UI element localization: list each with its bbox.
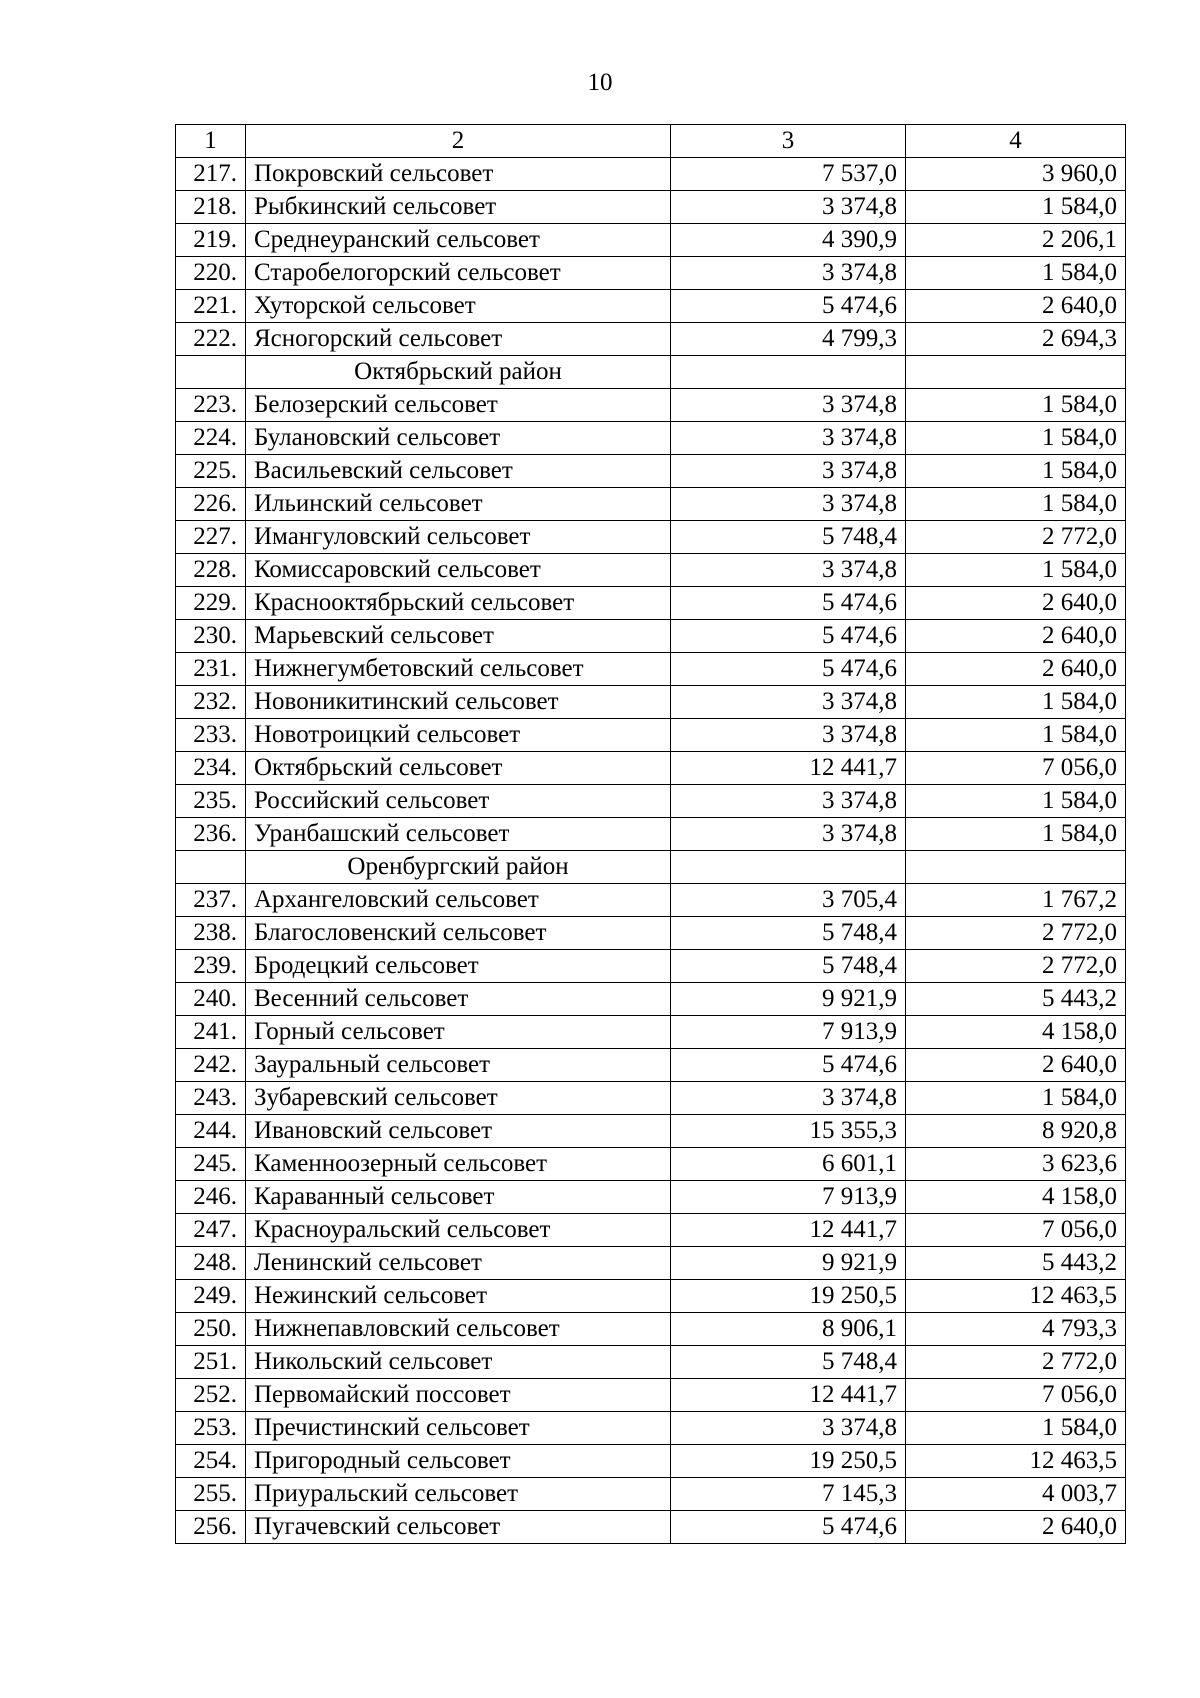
settlement-name-cell: Покровский сельсовет bbox=[246, 158, 671, 191]
value-cell-3: 3 374,8 bbox=[671, 455, 906, 488]
value-cell-3: 5 474,6 bbox=[671, 653, 906, 686]
row-number-cell: 228. bbox=[176, 554, 246, 587]
row-number-cell: 247. bbox=[176, 1214, 246, 1247]
settlement-name-cell: Каменноозерный сельсовет bbox=[246, 1148, 671, 1181]
value-cell-3: 4 390,9 bbox=[671, 224, 906, 257]
row-number-cell: 221. bbox=[176, 290, 246, 323]
district-row bbox=[176, 851, 1126, 884]
value-cell-3: 12 441,7 bbox=[671, 752, 906, 785]
row-number-cell: 231. bbox=[176, 653, 246, 686]
value-cell-3: 5 474,6 bbox=[671, 290, 906, 323]
table-row bbox=[176, 158, 1126, 191]
row-number-cell bbox=[176, 851, 246, 884]
value-cell-3: 3 705,4 bbox=[671, 884, 906, 917]
row-number-cell: 225. bbox=[176, 455, 246, 488]
value-cell-3: 12 441,7 bbox=[671, 1379, 906, 1412]
settlement-name-cell: Горный сельсовет bbox=[246, 1016, 671, 1049]
value-cell-3: 3 374,8 bbox=[671, 554, 906, 587]
value-cell-3: 15 355,3 bbox=[671, 1115, 906, 1148]
value-cell-3: 5 474,6 bbox=[671, 620, 906, 653]
row-number-cell: 245. bbox=[176, 1148, 246, 1181]
value-cell-3: 3 374,8 bbox=[671, 686, 906, 719]
table-row bbox=[176, 818, 1126, 851]
row-number-cell: 230. bbox=[176, 620, 246, 653]
value-cell-4: 7 056,0 bbox=[906, 1214, 1126, 1247]
settlement-name-cell: Весенний сельсовет bbox=[246, 983, 671, 1016]
row-number-cell: 220. bbox=[176, 257, 246, 290]
value-cell-3: 12 441,7 bbox=[671, 1214, 906, 1247]
table-row bbox=[176, 950, 1126, 983]
table-row bbox=[176, 1412, 1126, 1445]
table-row bbox=[176, 1049, 1126, 1082]
settlement-name-cell: Зауральный сельсовет bbox=[246, 1049, 671, 1082]
value-cell-3: 8 906,1 bbox=[671, 1313, 906, 1346]
value-cell-3: 3 374,8 bbox=[671, 719, 906, 752]
value-cell-4: 1 584,0 bbox=[906, 422, 1126, 455]
settlement-name-cell: Благословенский сельсовет bbox=[246, 917, 671, 950]
settlement-name-cell: Пречистинский сельсовет bbox=[246, 1412, 671, 1445]
value-cell-3: 5 748,4 bbox=[671, 1346, 906, 1379]
row-number-cell: 249. bbox=[176, 1280, 246, 1313]
table-row bbox=[176, 884, 1126, 917]
row-number-cell: 218. bbox=[176, 191, 246, 224]
value-cell-3: 3 374,8 bbox=[671, 191, 906, 224]
value-cell-4: 1 584,0 bbox=[906, 719, 1126, 752]
table-row bbox=[176, 686, 1126, 719]
table-row bbox=[176, 719, 1126, 752]
settlement-name-cell: Зубаревский сельсовет bbox=[246, 1082, 671, 1115]
value-cell-4: 1 584,0 bbox=[906, 488, 1126, 521]
settlement-name-cell: Новоникитинский сельсовет bbox=[246, 686, 671, 719]
table-row bbox=[176, 422, 1126, 455]
value-cell-4: 1 767,2 bbox=[906, 884, 1126, 917]
table-row bbox=[176, 1313, 1126, 1346]
value-cell-4 bbox=[906, 356, 1126, 389]
settlement-name-cell: Среднеуранский сельсовет bbox=[246, 224, 671, 257]
value-cell-3: 7 537,0 bbox=[671, 158, 906, 191]
table-row bbox=[176, 1082, 1126, 1115]
value-cell-3: 4 799,3 bbox=[671, 323, 906, 356]
row-number-cell: 251. bbox=[176, 1346, 246, 1379]
table-row bbox=[176, 1016, 1126, 1049]
value-cell-4: 1 584,0 bbox=[906, 257, 1126, 290]
row-number-cell: 217. bbox=[176, 158, 246, 191]
value-cell-4: 7 056,0 bbox=[906, 1379, 1126, 1412]
value-cell-4: 1 584,0 bbox=[906, 191, 1126, 224]
table-row bbox=[176, 488, 1126, 521]
value-cell-4: 2 640,0 bbox=[906, 1511, 1126, 1544]
value-cell-3: 3 374,8 bbox=[671, 1082, 906, 1115]
value-cell-3: 3 374,8 bbox=[671, 488, 906, 521]
row-number-cell: 246. bbox=[176, 1181, 246, 1214]
value-cell-4: 2 772,0 bbox=[906, 917, 1126, 950]
row-number-cell: 237. bbox=[176, 884, 246, 917]
value-cell-4: 4 003,7 bbox=[906, 1478, 1126, 1511]
value-cell-3: 3 374,8 bbox=[671, 818, 906, 851]
header-cell-4: 4 bbox=[906, 125, 1126, 158]
row-number-cell: 219. bbox=[176, 224, 246, 257]
settlement-name-cell: Пригородный сельсовет bbox=[246, 1445, 671, 1478]
settlement-name-cell: Никольский сельсовет bbox=[246, 1346, 671, 1379]
value-cell-3: 3 374,8 bbox=[671, 1412, 906, 1445]
value-cell-3: 3 374,8 bbox=[671, 785, 906, 818]
settlement-name-cell: Архангеловский сельсовет bbox=[246, 884, 671, 917]
table-row bbox=[176, 1478, 1126, 1511]
value-cell-4: 2 772,0 bbox=[906, 521, 1126, 554]
settlement-name-cell: Новотроицкий сельсовет bbox=[246, 719, 671, 752]
value-cell-3: 5 474,6 bbox=[671, 1049, 906, 1082]
value-cell-4: 4 158,0 bbox=[906, 1016, 1126, 1049]
value-cell-4: 1 584,0 bbox=[906, 686, 1126, 719]
row-number-cell: 222. bbox=[176, 323, 246, 356]
value-cell-4: 5 443,2 bbox=[906, 983, 1126, 1016]
value-cell-4: 12 463,5 bbox=[906, 1280, 1126, 1313]
value-cell-4: 1 584,0 bbox=[906, 389, 1126, 422]
settlement-name-cell: Бродецкий сельсовет bbox=[246, 950, 671, 983]
row-number-cell: 235. bbox=[176, 785, 246, 818]
settlement-name-cell: Комиссаровский сельсовет bbox=[246, 554, 671, 587]
table-row bbox=[176, 1148, 1126, 1181]
value-cell-4: 2 694,3 bbox=[906, 323, 1126, 356]
district-row bbox=[176, 356, 1126, 389]
settlement-name-cell: Первомайский поссовет bbox=[246, 1379, 671, 1412]
value-cell-3: 5 474,6 bbox=[671, 587, 906, 620]
table-row bbox=[176, 323, 1126, 356]
settlement-name-cell: Уранбашский сельсовет bbox=[246, 818, 671, 851]
settlement-name-cell: Рыбкинский сельсовет bbox=[246, 191, 671, 224]
row-number-cell: 232. bbox=[176, 686, 246, 719]
table-row bbox=[176, 224, 1126, 257]
row-number-cell: 239. bbox=[176, 950, 246, 983]
row-number-cell: 256. bbox=[176, 1511, 246, 1544]
table-row bbox=[176, 1280, 1126, 1313]
row-number-cell: 224. bbox=[176, 422, 246, 455]
table-row bbox=[176, 983, 1126, 1016]
value-cell-4: 3 623,6 bbox=[906, 1148, 1126, 1181]
table-row bbox=[176, 290, 1126, 323]
table-row bbox=[176, 1214, 1126, 1247]
row-number-cell: 244. bbox=[176, 1115, 246, 1148]
settlement-name-cell: Нежинский сельсовет bbox=[246, 1280, 671, 1313]
value-cell-4: 2 640,0 bbox=[906, 290, 1126, 323]
value-cell-3: 5 748,4 bbox=[671, 917, 906, 950]
header-cell-3: 3 bbox=[671, 125, 906, 158]
value-cell-4: 1 584,0 bbox=[906, 554, 1126, 587]
table-row bbox=[176, 1115, 1126, 1148]
settlement-name-cell: Ивановский сельсовет bbox=[246, 1115, 671, 1148]
value-cell-3: 6 601,1 bbox=[671, 1148, 906, 1181]
table-row bbox=[176, 389, 1126, 422]
value-cell-3: 5 748,4 bbox=[671, 521, 906, 554]
settlement-name-cell: Марьевский сельсовет bbox=[246, 620, 671, 653]
row-number-cell: 243. bbox=[176, 1082, 246, 1115]
row-number-cell: 242. bbox=[176, 1049, 246, 1082]
data-table bbox=[175, 124, 1126, 1544]
table-row bbox=[176, 785, 1126, 818]
table-row bbox=[176, 917, 1126, 950]
settlement-name-cell: Хуторской сельсовет bbox=[246, 290, 671, 323]
table-row bbox=[176, 191, 1126, 224]
value-cell-4: 8 920,8 bbox=[906, 1115, 1126, 1148]
value-cell-4: 4 158,0 bbox=[906, 1181, 1126, 1214]
settlement-name-cell: Старобелогорский сельсовет bbox=[246, 257, 671, 290]
value-cell-4: 1 584,0 bbox=[906, 785, 1126, 818]
header-cell-1: 1 bbox=[176, 125, 246, 158]
row-number-cell: 250. bbox=[176, 1313, 246, 1346]
row-number-cell: 236. bbox=[176, 818, 246, 851]
value-cell-4: 2 640,0 bbox=[906, 587, 1126, 620]
value-cell-3: 5 748,4 bbox=[671, 950, 906, 983]
row-number-cell: 226. bbox=[176, 488, 246, 521]
value-cell-3: 19 250,5 bbox=[671, 1445, 906, 1478]
settlement-name-cell: Белозерский сельсовет bbox=[246, 389, 671, 422]
settlement-name-cell: Ильинский сельсовет bbox=[246, 488, 671, 521]
row-number-cell: 234. bbox=[176, 752, 246, 785]
value-cell-3: 7 145,3 bbox=[671, 1478, 906, 1511]
row-number-cell: 255. bbox=[176, 1478, 246, 1511]
table-row bbox=[176, 554, 1126, 587]
table-row bbox=[176, 1445, 1126, 1478]
row-number-cell: 241. bbox=[176, 1016, 246, 1049]
settlement-name-cell: Российский сельсовет bbox=[246, 785, 671, 818]
table-row bbox=[176, 1511, 1126, 1544]
value-cell-4: 12 463,5 bbox=[906, 1445, 1126, 1478]
table-row bbox=[176, 1379, 1126, 1412]
settlement-name-cell: Октябрьский сельсовет bbox=[246, 752, 671, 785]
value-cell-4: 1 584,0 bbox=[906, 1412, 1126, 1445]
settlement-name-cell: Васильевский сельсовет bbox=[246, 455, 671, 488]
value-cell-4: 7 056,0 bbox=[906, 752, 1126, 785]
value-cell-3: 9 921,9 bbox=[671, 983, 906, 1016]
settlement-name-cell: Нижнегумбетовский сельсовет bbox=[246, 653, 671, 686]
value-cell-4: 1 584,0 bbox=[906, 455, 1126, 488]
table-row bbox=[176, 653, 1126, 686]
value-cell-4: 4 793,3 bbox=[906, 1313, 1126, 1346]
settlement-name-cell: Приуральский сельсовет bbox=[246, 1478, 671, 1511]
value-cell-3 bbox=[671, 851, 906, 884]
settlement-name-cell: Караванный сельсовет bbox=[246, 1181, 671, 1214]
row-number-cell: 229. bbox=[176, 587, 246, 620]
table-row bbox=[176, 1346, 1126, 1379]
table-body bbox=[176, 125, 1126, 1544]
value-cell-4: 1 584,0 bbox=[906, 818, 1126, 851]
row-number-cell: 227. bbox=[176, 521, 246, 554]
table-row bbox=[176, 620, 1126, 653]
table-row bbox=[176, 587, 1126, 620]
value-cell-3: 7 913,9 bbox=[671, 1181, 906, 1214]
row-number-cell: 233. bbox=[176, 719, 246, 752]
value-cell-3: 3 374,8 bbox=[671, 257, 906, 290]
row-number-cell: 248. bbox=[176, 1247, 246, 1280]
row-number-cell bbox=[176, 356, 246, 389]
value-cell-4 bbox=[906, 851, 1126, 884]
value-cell-4: 2 772,0 bbox=[906, 1346, 1126, 1379]
value-cell-4: 2 640,0 bbox=[906, 620, 1126, 653]
settlement-name-cell: Краснооктябрьский сельсовет bbox=[246, 587, 671, 620]
table-row bbox=[176, 1247, 1126, 1280]
value-cell-4: 2 640,0 bbox=[906, 653, 1126, 686]
table-row bbox=[176, 455, 1126, 488]
value-cell-3: 7 913,9 bbox=[671, 1016, 906, 1049]
table-row bbox=[176, 1181, 1126, 1214]
settlement-name-cell: Ленинский сельсовет bbox=[246, 1247, 671, 1280]
table-header-row bbox=[176, 125, 1126, 158]
value-cell-4: 3 960,0 bbox=[906, 158, 1126, 191]
value-cell-4: 2 772,0 bbox=[906, 950, 1126, 983]
row-number-cell: 223. bbox=[176, 389, 246, 422]
table-row bbox=[176, 752, 1126, 785]
value-cell-4: 2 206,1 bbox=[906, 224, 1126, 257]
settlement-name-cell: Нижнепавловский сельсовет bbox=[246, 1313, 671, 1346]
row-number-cell: 254. bbox=[176, 1445, 246, 1478]
settlement-name-cell: Булановский сельсовет bbox=[246, 422, 671, 455]
table-row bbox=[176, 257, 1126, 290]
value-cell-4: 1 584,0 bbox=[906, 1082, 1126, 1115]
row-number-cell: 252. bbox=[176, 1379, 246, 1412]
row-number-cell: 253. bbox=[176, 1412, 246, 1445]
row-number-cell: 240. bbox=[176, 983, 246, 1016]
row-number-cell: 238. bbox=[176, 917, 246, 950]
settlement-name-cell: Красноуральский сельсовет bbox=[246, 1214, 671, 1247]
value-cell-3: 5 474,6 bbox=[671, 1511, 906, 1544]
header-cell-2: 2 bbox=[246, 125, 671, 158]
value-cell-3 bbox=[671, 356, 906, 389]
district-name-cell: Оренбургский район bbox=[246, 851, 671, 884]
settlement-name-cell: Имангуловский сельсовет bbox=[246, 521, 671, 554]
page-number: 10 bbox=[587, 69, 613, 96]
value-cell-4: 2 640,0 bbox=[906, 1049, 1126, 1082]
value-cell-3: 19 250,5 bbox=[671, 1280, 906, 1313]
value-cell-3: 9 921,9 bbox=[671, 1247, 906, 1280]
table-row bbox=[176, 521, 1126, 554]
district-name-cell: Октябрьский район bbox=[246, 356, 671, 389]
value-cell-4: 5 443,2 bbox=[906, 1247, 1126, 1280]
value-cell-3: 3 374,8 bbox=[671, 422, 906, 455]
settlement-name-cell: Ясногорский сельсовет bbox=[246, 323, 671, 356]
value-cell-3: 3 374,8 bbox=[671, 389, 906, 422]
settlement-name-cell: Пугачевский сельсовет bbox=[246, 1511, 671, 1544]
